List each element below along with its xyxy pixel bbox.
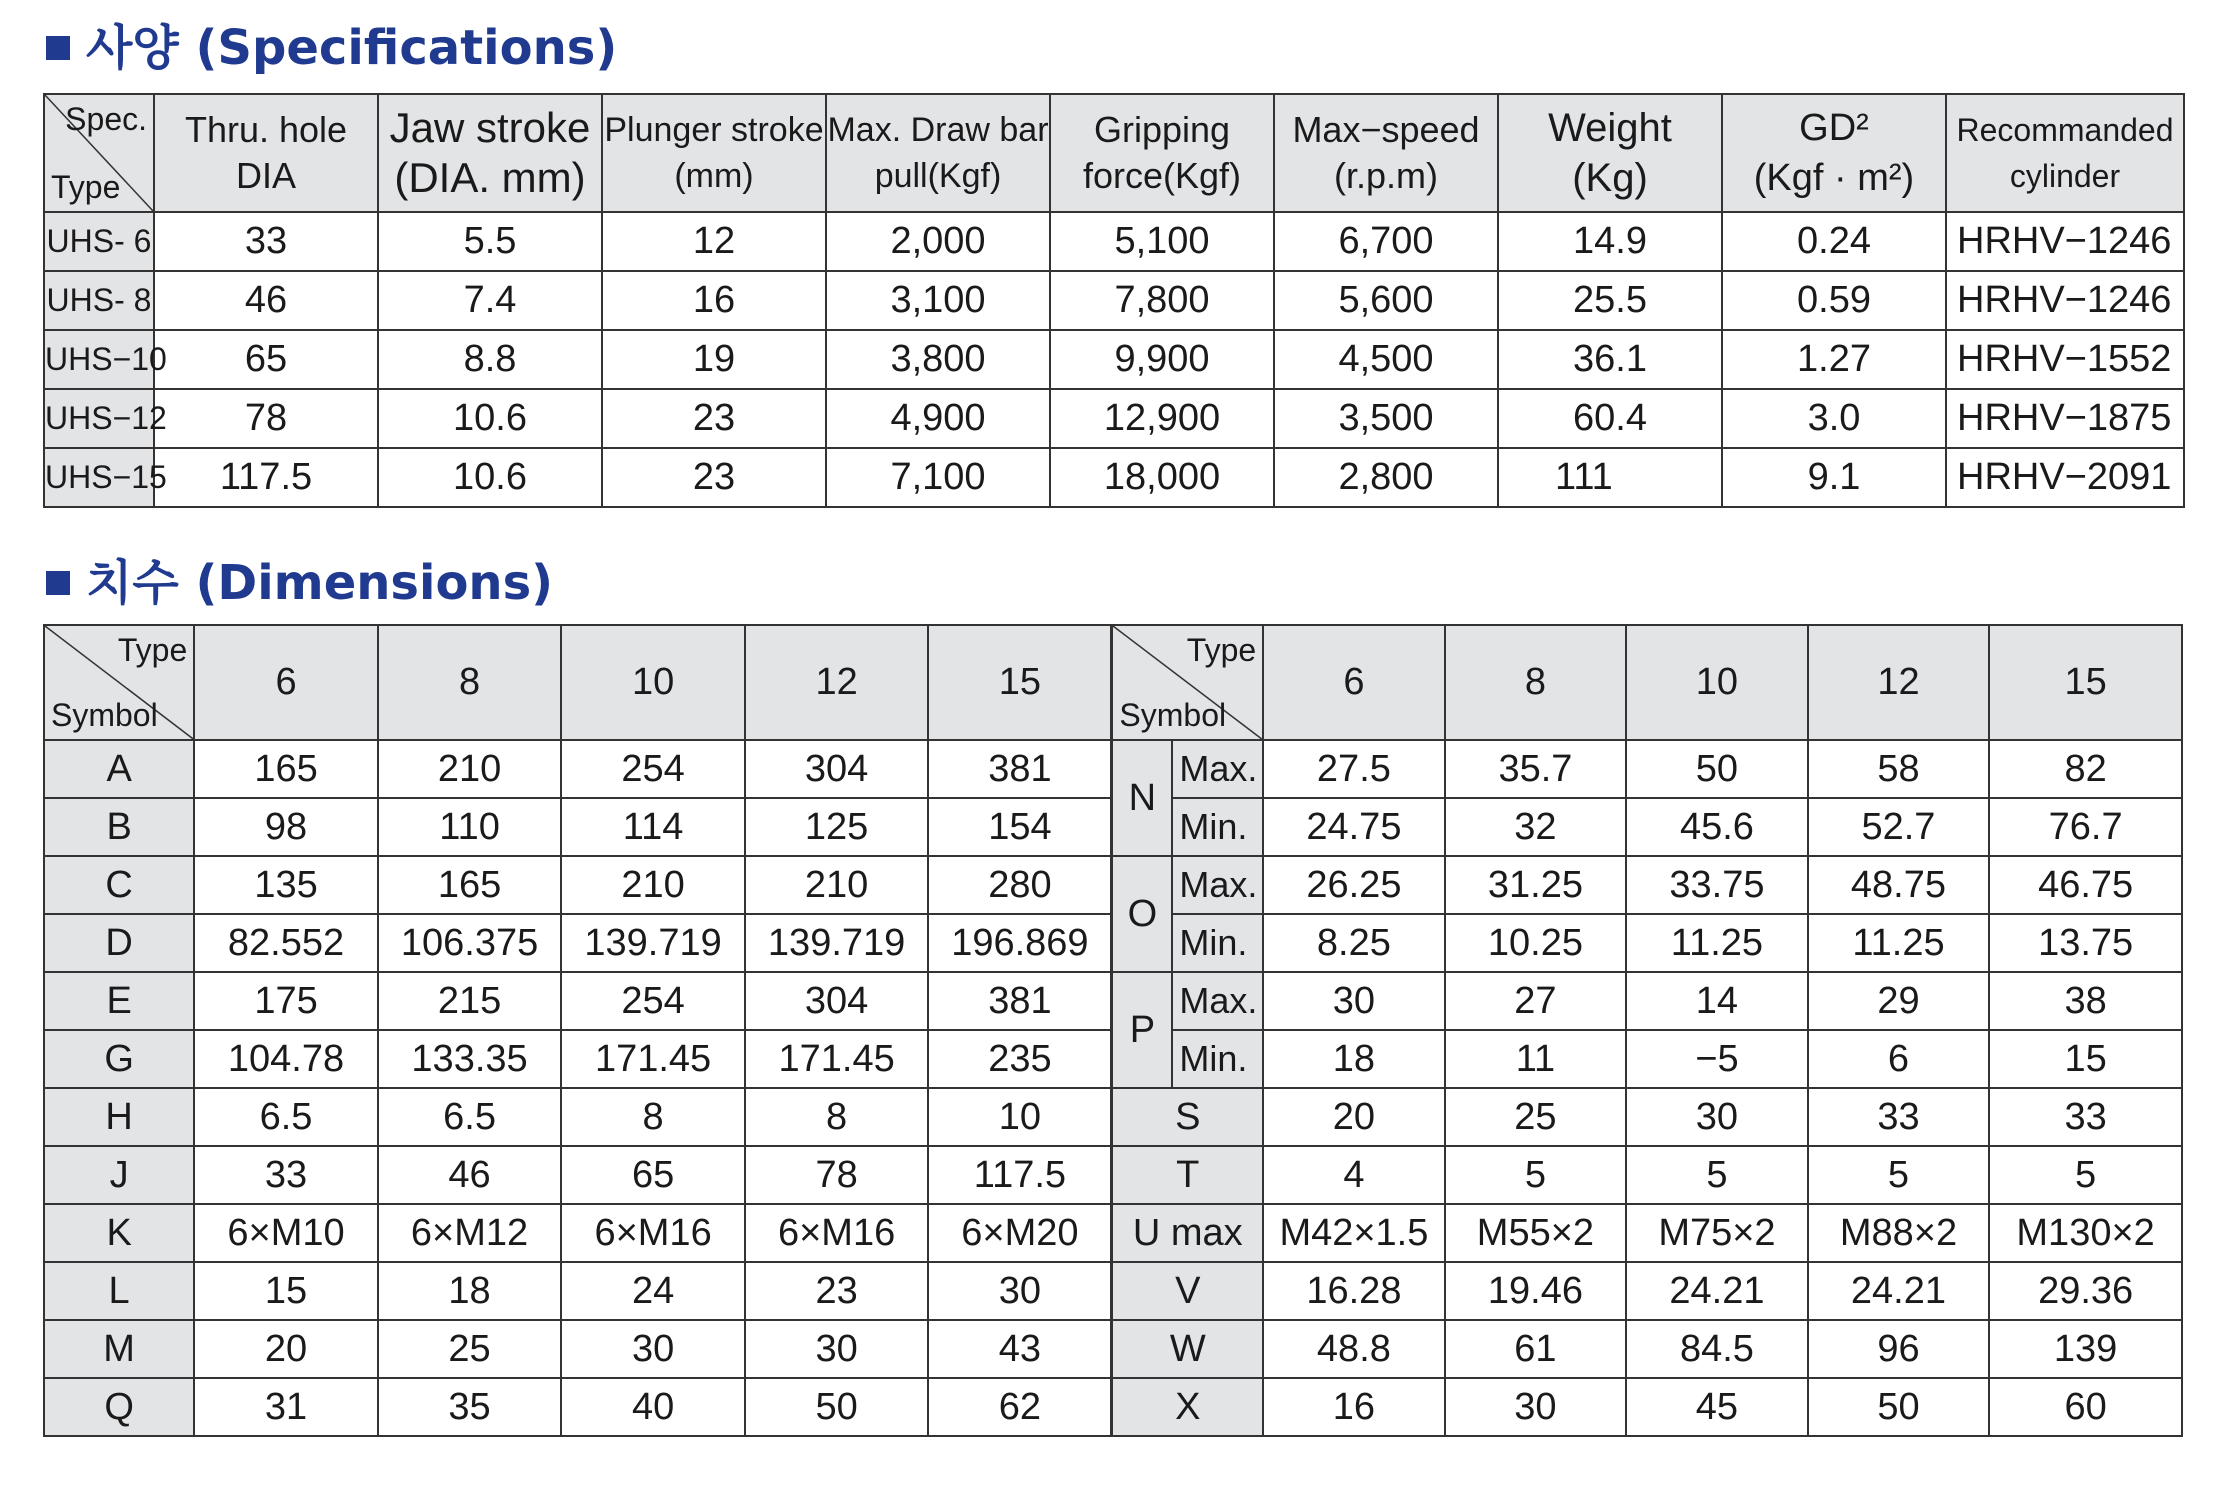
spec-header-cell: Max. Draw bar pull(Kgf) bbox=[826, 94, 1050, 212]
dim-row bbox=[44, 856, 2182, 914]
spec-cell: 12 bbox=[602, 212, 826, 271]
dim-cell: 6×M16 bbox=[745, 1204, 929, 1262]
spec-corner-top-label: Spec. bbox=[65, 101, 147, 137]
spec-cell: 19 bbox=[602, 330, 826, 389]
spec-cell: 6,700 bbox=[1274, 212, 1498, 271]
dim-cell: 6 bbox=[1808, 1030, 1990, 1088]
dim-corner-bottom-label: Symbol bbox=[1119, 697, 1227, 733]
dim-cell: 43 bbox=[928, 1320, 1112, 1378]
dim-cell: 76.7 bbox=[1989, 798, 2182, 856]
spec-header-cell: GD² (Kgf · m²) bbox=[1722, 94, 1946, 212]
dim-cell: 117.5 bbox=[928, 1146, 1112, 1204]
spec-cell: 12,900 bbox=[1050, 389, 1274, 448]
dim-cell: 30 bbox=[1445, 1378, 1627, 1436]
spec-header-cell: Recommanded cylinder bbox=[1946, 94, 2184, 212]
dim-row bbox=[44, 1146, 2182, 1204]
dim-symbol-cell: C bbox=[44, 856, 194, 914]
dim-cell: 78 bbox=[745, 1146, 929, 1204]
dim-cell: M130×2 bbox=[1989, 1204, 2182, 1262]
dim-size-header: 8 bbox=[1445, 625, 1627, 740]
dim-cell: 139 bbox=[1989, 1320, 2182, 1378]
dim-cell: 50 bbox=[1626, 740, 1808, 798]
spec-cell: 0.24 bbox=[1722, 212, 1946, 271]
dim-cell: M88×2 bbox=[1808, 1204, 1990, 1262]
spec-cell: 1.27 bbox=[1722, 330, 1946, 389]
spec-cell: HRHV−2091 bbox=[1946, 448, 2184, 507]
dim-symbol-cell: J bbox=[44, 1146, 194, 1204]
dim-cell: 82.552 bbox=[194, 914, 378, 972]
dim-cell: 35 bbox=[378, 1378, 562, 1436]
spec-corner-cell bbox=[44, 94, 154, 212]
spec-cell: 23 bbox=[602, 389, 826, 448]
dim-cell: 25 bbox=[378, 1320, 562, 1378]
dim-cell: 38 bbox=[1989, 972, 2182, 1030]
dim-cell: 25 bbox=[1445, 1088, 1627, 1146]
dim-symbol-cell: Q bbox=[44, 1378, 194, 1436]
dimensions-title: 치수 (Dimensions) bbox=[46, 553, 553, 613]
dim-limit-cell: Min. bbox=[1172, 1030, 1263, 1088]
dim-cell: 8.25 bbox=[1263, 914, 1445, 972]
spec-cell: HRHV−1246 bbox=[1946, 212, 2184, 271]
spec-cell: 0.59 bbox=[1722, 271, 1946, 330]
dim-symbol-cell: P bbox=[1112, 972, 1173, 1088]
dim-symbol-cell: M bbox=[44, 1320, 194, 1378]
dim-cell: 24.21 bbox=[1808, 1262, 1990, 1320]
dim-cell: 62 bbox=[928, 1378, 1112, 1436]
dim-size-header: 15 bbox=[928, 625, 1112, 740]
dim-cell: 23 bbox=[745, 1262, 929, 1320]
dim-cell: 31 bbox=[194, 1378, 378, 1436]
spec-cell: 3.0 bbox=[1722, 389, 1946, 448]
dim-cell: 6×M20 bbox=[928, 1204, 1112, 1262]
dim-cell: 31.25 bbox=[1445, 856, 1627, 914]
spec-cell: 36.1 bbox=[1498, 330, 1722, 389]
dim-row bbox=[44, 1320, 2182, 1378]
dim-cell: 50 bbox=[745, 1378, 929, 1436]
dim-symbol-cell: A bbox=[44, 740, 194, 798]
dim-cell: 210 bbox=[378, 740, 562, 798]
dim-cell: 15 bbox=[194, 1262, 378, 1320]
dim-cell: 135 bbox=[194, 856, 378, 914]
dim-corner-cell-right bbox=[1112, 625, 1263, 740]
dim-cell: 27.5 bbox=[1263, 740, 1445, 798]
dim-cell: 381 bbox=[928, 972, 1112, 1030]
spec-row bbox=[44, 330, 2184, 389]
spec-cell: 60.4 bbox=[1498, 389, 1722, 448]
spec-header-cell: Weight (Kg) bbox=[1498, 94, 1722, 212]
spec-row bbox=[44, 389, 2184, 448]
spec-cell: HRHV−1875 bbox=[1946, 389, 2184, 448]
dim-cell: 139.719 bbox=[561, 914, 745, 972]
dim-cell: 210 bbox=[745, 856, 929, 914]
dim-symbol-cell: K bbox=[44, 1204, 194, 1262]
dim-symbol-cell: D bbox=[44, 914, 194, 972]
spec-row bbox=[44, 271, 2184, 330]
dim-limit-cell: Min. bbox=[1172, 798, 1263, 856]
dim-size-header: 12 bbox=[745, 625, 929, 740]
spec-cell: 65 bbox=[154, 330, 378, 389]
specifications-title: 사양 (Specifications) bbox=[46, 18, 617, 78]
dim-cell: 18 bbox=[378, 1262, 562, 1320]
dim-cell: 8 bbox=[745, 1088, 929, 1146]
dim-cell: 254 bbox=[561, 740, 745, 798]
dim-cell: 110 bbox=[378, 798, 562, 856]
dim-row bbox=[44, 972, 2182, 1030]
dim-cell: 30 bbox=[1626, 1088, 1808, 1146]
dim-cell: M42×1.5 bbox=[1263, 1204, 1445, 1262]
dim-cell: 46.75 bbox=[1989, 856, 2182, 914]
dim-cell: 19.46 bbox=[1445, 1262, 1627, 1320]
dim-cell: 27 bbox=[1445, 972, 1627, 1030]
spec-cell: 3,100 bbox=[826, 271, 1050, 330]
spec-cell: 5.5 bbox=[378, 212, 602, 271]
dim-header-row bbox=[44, 625, 2182, 740]
spec-cell: 33 bbox=[154, 212, 378, 271]
dim-cell: 6×M12 bbox=[378, 1204, 562, 1262]
dim-cell: 304 bbox=[745, 972, 929, 1030]
spec-header-cell: Plunger stroke (mm) bbox=[602, 94, 826, 212]
dim-row bbox=[44, 740, 2182, 798]
dim-cell: 48.75 bbox=[1808, 856, 1990, 914]
dim-cell: 125 bbox=[745, 798, 929, 856]
dim-cell: 30 bbox=[1263, 972, 1445, 1030]
dim-cell: 84.5 bbox=[1626, 1320, 1808, 1378]
dimensions-table bbox=[43, 624, 2183, 1437]
spec-type-cell: UHS−12 bbox=[44, 389, 154, 448]
dim-symbol-cell: U max bbox=[1112, 1204, 1263, 1262]
dim-cell: 13.75 bbox=[1989, 914, 2182, 972]
spec-header-cell: Thru. hole DIA bbox=[154, 94, 378, 212]
dim-cell: 20 bbox=[194, 1320, 378, 1378]
spec-cell: 10.6 bbox=[378, 448, 602, 507]
dim-cell: 104.78 bbox=[194, 1030, 378, 1088]
dim-corner-top-label: Type bbox=[1186, 632, 1257, 668]
spec-cell: 14.9 bbox=[1498, 212, 1722, 271]
dim-cell: 48.8 bbox=[1263, 1320, 1445, 1378]
dim-cell: 6.5 bbox=[194, 1088, 378, 1146]
spec-cell: 78 bbox=[154, 389, 378, 448]
spec-cell: 117.5 bbox=[154, 448, 378, 507]
spec-cell: 25.5 bbox=[1498, 271, 1722, 330]
square-bullet-icon bbox=[46, 36, 70, 60]
dim-cell: 196.869 bbox=[928, 914, 1112, 972]
spec-cell: 46 bbox=[154, 271, 378, 330]
dim-cell: 106.375 bbox=[378, 914, 562, 972]
dim-symbol-cell: X bbox=[1112, 1378, 1263, 1436]
spec-type-cell: UHS−10 bbox=[44, 330, 154, 389]
dim-size-header: 6 bbox=[1263, 625, 1445, 740]
dim-cell: 165 bbox=[378, 856, 562, 914]
dim-cell: 6.5 bbox=[378, 1088, 562, 1146]
dim-cell: M55×2 bbox=[1445, 1204, 1627, 1262]
dim-cell: 5 bbox=[1989, 1146, 2182, 1204]
dim-symbol-cell: G bbox=[44, 1030, 194, 1088]
dim-cell: 175 bbox=[194, 972, 378, 1030]
dim-corner-cell-left bbox=[44, 625, 194, 740]
dim-symbol-cell: E bbox=[44, 972, 194, 1030]
dim-cell: 14 bbox=[1626, 972, 1808, 1030]
spec-header-cell: Max−speed (r.p.m) bbox=[1274, 94, 1498, 212]
dim-cell: 50 bbox=[1808, 1378, 1990, 1436]
spec-cell: 7.4 bbox=[378, 271, 602, 330]
spec-cell: 5,100 bbox=[1050, 212, 1274, 271]
dim-cell: 215 bbox=[378, 972, 562, 1030]
spec-cell: 3,800 bbox=[826, 330, 1050, 389]
spec-row bbox=[44, 448, 2184, 507]
spec-cell: HRHV−1552 bbox=[1946, 330, 2184, 389]
dim-corner-top-label: Type bbox=[117, 632, 188, 668]
dim-row bbox=[44, 1378, 2182, 1436]
spec-header-cell: Gripping force(Kgf) bbox=[1050, 94, 1274, 212]
dim-cell: 40 bbox=[561, 1378, 745, 1436]
spec-row bbox=[44, 212, 2184, 271]
dim-symbol-cell: T bbox=[1112, 1146, 1263, 1204]
dim-cell: 16 bbox=[1263, 1378, 1445, 1436]
dim-cell: 30 bbox=[745, 1320, 929, 1378]
dim-cell: 139.719 bbox=[745, 914, 929, 972]
dim-symbol-cell: N bbox=[1112, 740, 1173, 856]
dim-row bbox=[44, 1262, 2182, 1320]
spec-cell: 7,100 bbox=[826, 448, 1050, 507]
dim-size-header: 10 bbox=[1626, 625, 1808, 740]
dim-cell: 29 bbox=[1808, 972, 1990, 1030]
dim-cell: 30 bbox=[561, 1320, 745, 1378]
dim-cell: 33.75 bbox=[1626, 856, 1808, 914]
dim-cell: 6×M10 bbox=[194, 1204, 378, 1262]
spec-type-cell: UHS- 6 bbox=[44, 212, 154, 271]
dim-cell: 35.7 bbox=[1445, 740, 1627, 798]
dim-symbol-cell: S bbox=[1112, 1088, 1263, 1146]
spec-header-cell: Jaw stroke (DIA. mm) bbox=[378, 94, 602, 212]
specifications-table bbox=[43, 93, 2185, 508]
dim-cell: 5 bbox=[1445, 1146, 1627, 1204]
dim-cell: 61 bbox=[1445, 1320, 1627, 1378]
dim-limit-cell: Max. bbox=[1172, 856, 1263, 914]
dim-cell: 33 bbox=[1989, 1088, 2182, 1146]
dim-corner-bottom-label: Symbol bbox=[51, 697, 158, 733]
dim-cell: 11.25 bbox=[1626, 914, 1808, 972]
dim-cell: 16.28 bbox=[1263, 1262, 1445, 1320]
dim-cell: 5 bbox=[1808, 1146, 1990, 1204]
dim-cell: 5 bbox=[1626, 1146, 1808, 1204]
dim-cell: 18 bbox=[1263, 1030, 1445, 1088]
dim-cell: 33 bbox=[1808, 1088, 1990, 1146]
spec-cell: 111 bbox=[1498, 448, 1722, 507]
dim-cell: 20 bbox=[1263, 1088, 1445, 1146]
dim-symbol-cell: O bbox=[1112, 856, 1173, 972]
dim-cell: 24 bbox=[561, 1262, 745, 1320]
spec-cell: 23 bbox=[602, 448, 826, 507]
spec-cell: 7,800 bbox=[1050, 271, 1274, 330]
dim-cell: 45.6 bbox=[1626, 798, 1808, 856]
dim-limit-cell: Max. bbox=[1172, 972, 1263, 1030]
dim-cell: 52.7 bbox=[1808, 798, 1990, 856]
dim-size-header: 10 bbox=[561, 625, 745, 740]
dim-cell: 11.25 bbox=[1808, 914, 1990, 972]
dim-size-header: 15 bbox=[1989, 625, 2182, 740]
spec-type-cell: UHS−15 bbox=[44, 448, 154, 507]
dim-cell: 381 bbox=[928, 740, 1112, 798]
dim-cell: 6×M16 bbox=[561, 1204, 745, 1262]
dim-cell: 165 bbox=[194, 740, 378, 798]
dim-cell: 32 bbox=[1445, 798, 1627, 856]
dim-cell: 82 bbox=[1989, 740, 2182, 798]
dim-symbol-cell: B bbox=[44, 798, 194, 856]
dim-limit-cell: Min. bbox=[1172, 914, 1263, 972]
dim-cell: 254 bbox=[561, 972, 745, 1030]
dim-cell: 29.36 bbox=[1989, 1262, 2182, 1320]
spec-cell: 4,500 bbox=[1274, 330, 1498, 389]
dim-cell: 133.35 bbox=[378, 1030, 562, 1088]
dim-size-header: 8 bbox=[378, 625, 562, 740]
spec-cell: 8.8 bbox=[378, 330, 602, 389]
dim-row bbox=[44, 1204, 2182, 1262]
dim-cell: 45 bbox=[1626, 1378, 1808, 1436]
dim-cell: 33 bbox=[194, 1146, 378, 1204]
dim-cell: 114 bbox=[561, 798, 745, 856]
dim-symbol-cell: H bbox=[44, 1088, 194, 1146]
dim-cell: 24.21 bbox=[1626, 1262, 1808, 1320]
square-bullet-icon bbox=[46, 571, 70, 595]
dim-cell: 11 bbox=[1445, 1030, 1627, 1088]
dim-cell: 210 bbox=[561, 856, 745, 914]
dim-cell: 65 bbox=[561, 1146, 745, 1204]
spec-cell: 5,600 bbox=[1274, 271, 1498, 330]
spec-corner-bottom-label: Type bbox=[51, 169, 121, 205]
spec-cell: 3,500 bbox=[1274, 389, 1498, 448]
dim-symbol-cell: L bbox=[44, 1262, 194, 1320]
dim-limit-cell: Max. bbox=[1172, 740, 1263, 798]
spec-header-row bbox=[44, 94, 2184, 212]
dim-cell: 154 bbox=[928, 798, 1112, 856]
spec-cell: 10.6 bbox=[378, 389, 602, 448]
dim-cell: 8 bbox=[561, 1088, 745, 1146]
dim-cell: 60 bbox=[1989, 1378, 2182, 1436]
spec-cell: 2,000 bbox=[826, 212, 1050, 271]
dim-cell: 235 bbox=[928, 1030, 1112, 1088]
dim-cell: 280 bbox=[928, 856, 1112, 914]
dim-cell: 26.25 bbox=[1263, 856, 1445, 914]
dim-cell: 15 bbox=[1989, 1030, 2182, 1088]
dim-cell: 171.45 bbox=[745, 1030, 929, 1088]
dim-size-header: 6 bbox=[194, 625, 378, 740]
dim-cell: 10 bbox=[928, 1088, 1112, 1146]
spec-cell: 4,900 bbox=[826, 389, 1050, 448]
dim-cell: 58 bbox=[1808, 740, 1990, 798]
dim-cell: 98 bbox=[194, 798, 378, 856]
spec-cell: 16 bbox=[602, 271, 826, 330]
spec-cell: 2,800 bbox=[1274, 448, 1498, 507]
dim-symbol-cell: V bbox=[1112, 1262, 1263, 1320]
dim-cell: 24.75 bbox=[1263, 798, 1445, 856]
dim-symbol-cell: W bbox=[1112, 1320, 1263, 1378]
spec-cell: 18,000 bbox=[1050, 448, 1274, 507]
dim-cell: −5 bbox=[1626, 1030, 1808, 1088]
dim-cell: 304 bbox=[745, 740, 929, 798]
spec-cell: 9,900 bbox=[1050, 330, 1274, 389]
dim-size-header: 12 bbox=[1808, 625, 1990, 740]
spec-type-cell: UHS- 8 bbox=[44, 271, 154, 330]
spec-cell: HRHV−1246 bbox=[1946, 271, 2184, 330]
dim-cell: 96 bbox=[1808, 1320, 1990, 1378]
dim-cell: 30 bbox=[928, 1262, 1112, 1320]
dim-row bbox=[44, 1088, 2182, 1146]
dim-cell: 4 bbox=[1263, 1146, 1445, 1204]
spec-cell: 9.1 bbox=[1722, 448, 1946, 507]
dim-cell: 10.25 bbox=[1445, 914, 1627, 972]
dim-cell: M75×2 bbox=[1626, 1204, 1808, 1262]
dim-cell: 46 bbox=[378, 1146, 562, 1204]
dim-cell: 171.45 bbox=[561, 1030, 745, 1088]
